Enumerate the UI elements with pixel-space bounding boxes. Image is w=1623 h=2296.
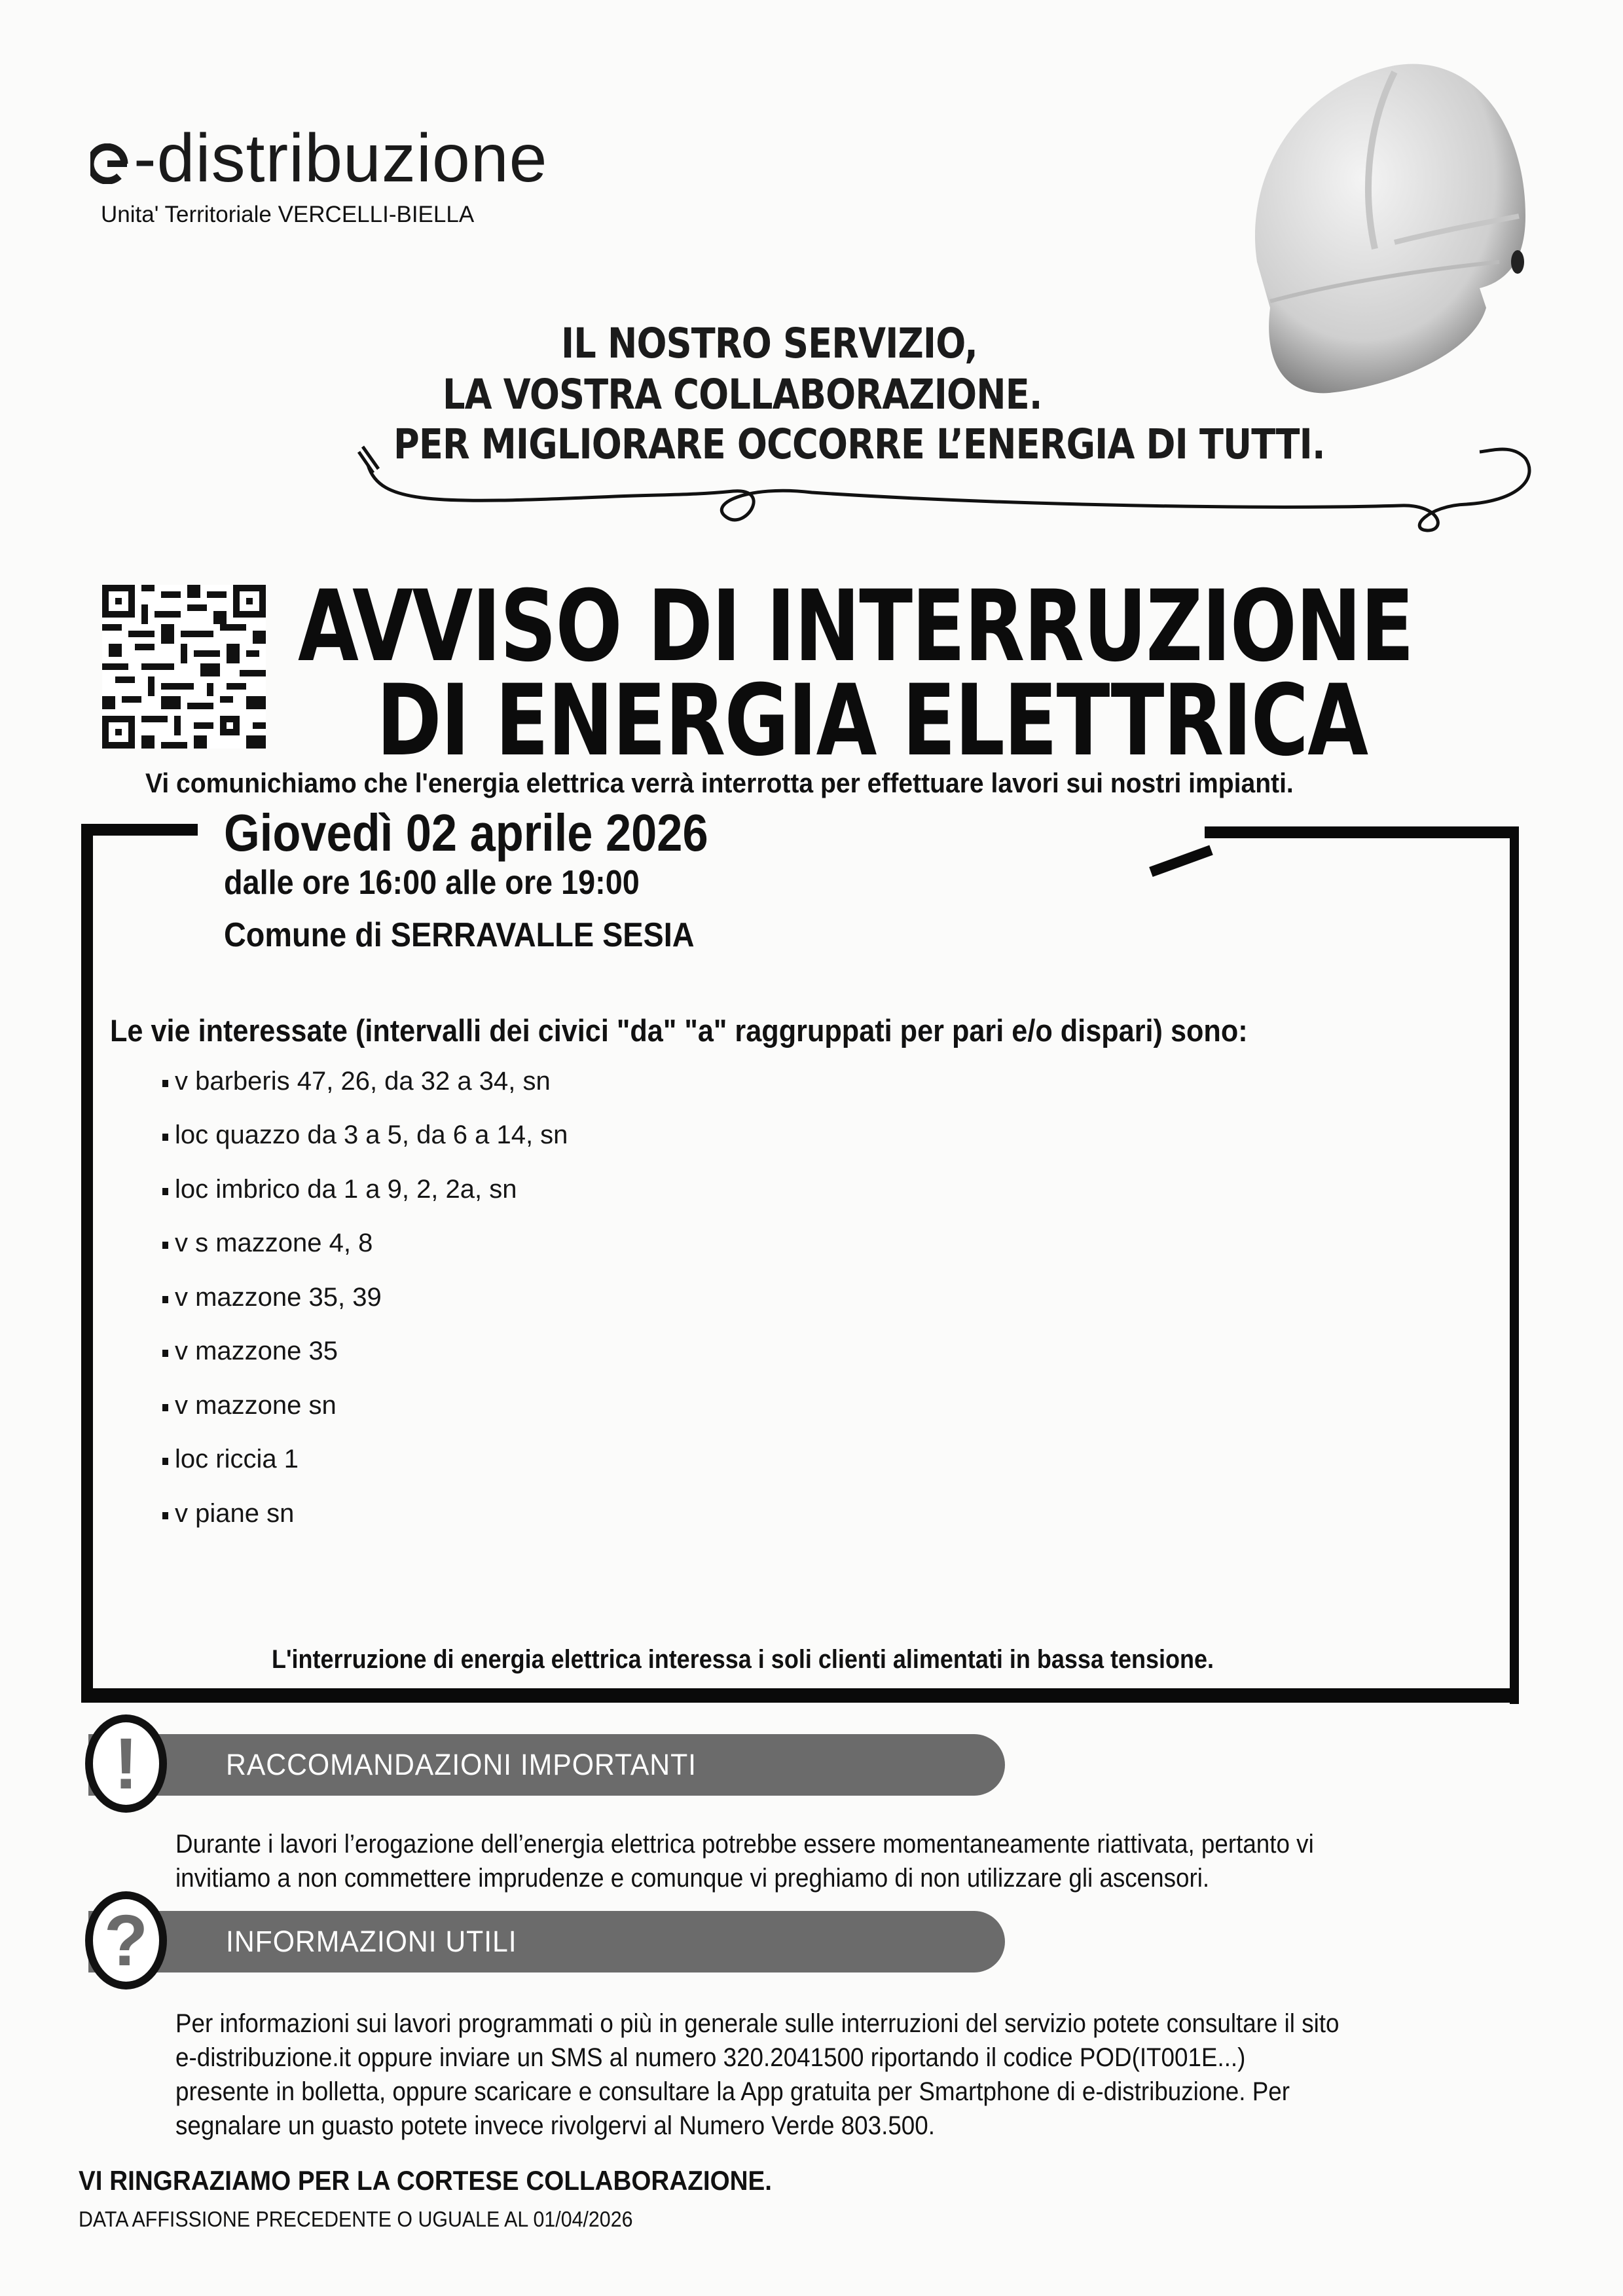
bullet-icon bbox=[162, 1404, 168, 1411]
outage-date: Giovedì 02 aprile 2026 bbox=[224, 804, 708, 862]
box-border-right bbox=[1510, 826, 1519, 1704]
bullet-icon bbox=[162, 1134, 168, 1141]
slogan-line-2: LA VOSTRA COLLABORAZIONE. bbox=[443, 371, 1042, 418]
exclamation-icon: ! bbox=[85, 1714, 167, 1813]
street-item: v mazzone 35 bbox=[162, 1325, 568, 1379]
recommendations-heading: RACCOMANDAZIONI IMPORTANTI bbox=[226, 1748, 697, 1781]
recommendations-text: Durante i lavori l’erogazione dell’energia elettrica potrebbe essere momentaneamente riattivata, pertanto vi invitiamo a non commettere imprudenze e comunque vi preghiamo di non utilizzare gli ascensori. bbox=[175, 1830, 1314, 1893]
plug-cable-icon bbox=[354, 432, 1545, 550]
brand-logo bbox=[90, 120, 548, 196]
info-heading: INFORMAZIONI UTILI bbox=[226, 1925, 517, 1958]
bullet-icon bbox=[162, 1188, 168, 1195]
box-border-left bbox=[81, 824, 93, 1699]
street-item: v piane sn bbox=[162, 1487, 568, 1541]
cable-end-icon bbox=[1149, 845, 1213, 877]
slogan-line-1: IL NOSTRO SERVIZIO, bbox=[561, 320, 977, 367]
bullet-icon bbox=[162, 1350, 168, 1357]
recommendations-banner bbox=[88, 1734, 1005, 1796]
question-mark-icon: ? bbox=[85, 1891, 167, 1990]
notice-title-line-1: AVVISO DI INTERRUZIONE bbox=[298, 570, 1413, 684]
info-text: Per informazioni sui lavori programmati o più in generale sulle interruzioni del servizio potete consultare il sito e-distribuzione.it oppure inviare un SMS al numero 320.2041500 riportando il codice POD(IT001E...) presente in bolletta, oppure scaricare e consultare la App gratuita per Smartphone di e-distribuzione. Per segnalare un guasto potete invece rivolgervi al Numero Verde 803.500. bbox=[175, 2009, 1340, 2140]
box-border-top-right bbox=[1205, 826, 1519, 838]
brand-name: -distribuzione bbox=[134, 120, 548, 196]
notice-title-line-2: DI ENERGIA ELETTRICA bbox=[376, 664, 1368, 778]
street-item: v mazzone 35, 39 bbox=[162, 1270, 568, 1325]
streets-list bbox=[162, 1054, 568, 1541]
e-logo-icon bbox=[90, 143, 130, 184]
box-border-bottom bbox=[81, 1688, 1519, 1703]
street-item: loc imbrico da 1 a 9, 2, 2a, sn bbox=[162, 1162, 568, 1217]
street-item: loc quazzo da 3 a 5, da 6 a 14, sn bbox=[162, 1109, 568, 1163]
posting-date: DATA AFFISSIONE PRECEDENTE O UGUALE AL 01/04/2026 bbox=[79, 2207, 633, 2231]
thanks-message: VI RINGRAZIAMO PER LA CORTESE COLLABORAZIONE. bbox=[79, 2165, 773, 2196]
low-voltage-note: L'interruzione di energia elettrica interessa i soli clienti alimentati in bassa tensione. bbox=[272, 1645, 1214, 1674]
streets-heading: Le vie interessate (intervalli dei civici "da" "a" raggruppati per pari e/o dispari) sono: bbox=[110, 1013, 1248, 1048]
outage-hours: dalle ore 16:00 alle ore 19:00 bbox=[224, 864, 640, 902]
street-item: v s mazzone 4, 8 bbox=[162, 1217, 568, 1271]
qr-code-icon[interactable] bbox=[101, 585, 266, 749]
bullet-icon bbox=[162, 1242, 168, 1249]
territorial-unit: Unita' Territoriale VERCELLI-BIELLA bbox=[101, 202, 475, 227]
street-item: v barberis 47, 26, da 32 a 34, sn bbox=[162, 1054, 568, 1109]
street-item: v mazzone sn bbox=[162, 1379, 568, 1433]
slogan-line-3: PER MIGLIORARE OCCORRE L’ENERGIA DI TUTTI. bbox=[393, 420, 1325, 468]
box-border-top-left bbox=[81, 824, 198, 836]
outage-municipality: Comune di SERRAVALLE SESIA bbox=[224, 916, 695, 954]
notice-intro: Vi comunichiamo che l'energia elettrica verrà interrotta per effettuare lavori sui nostri impianti. bbox=[145, 768, 1294, 798]
bullet-icon bbox=[162, 1296, 168, 1303]
street-item: loc riccia 1 bbox=[162, 1433, 568, 1487]
bullet-icon bbox=[162, 1512, 168, 1519]
info-banner bbox=[88, 1911, 1005, 1972]
bullet-icon bbox=[162, 1080, 168, 1087]
bullet-icon bbox=[162, 1458, 168, 1465]
safety-helmet-icon bbox=[1198, 46, 1552, 413]
